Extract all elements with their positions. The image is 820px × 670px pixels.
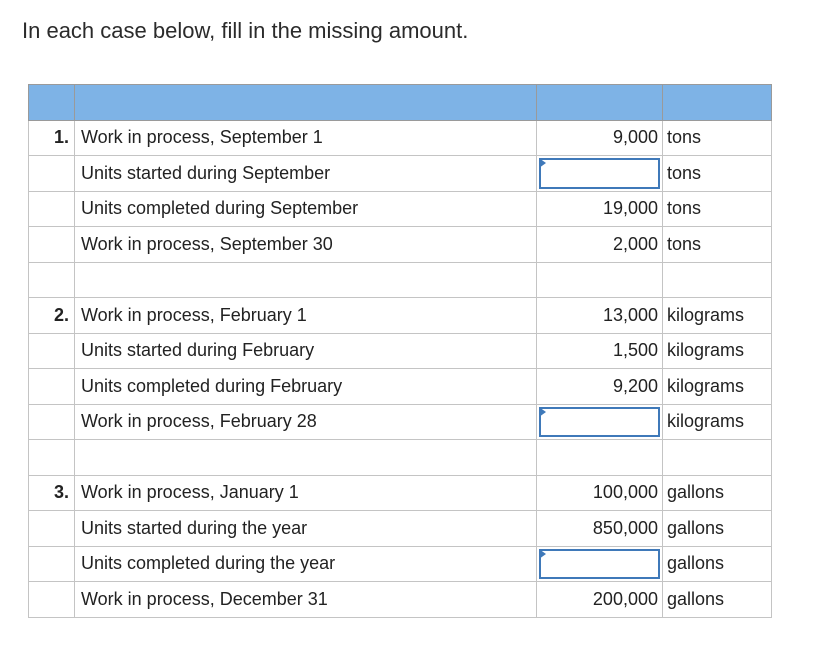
row-unit: gallons [663,582,772,618]
case-number: 2. [29,298,75,334]
row-unit: kilograms [663,404,772,440]
table-header-row [29,85,772,121]
row-label: Work in process, January 1 [75,475,537,511]
table-row [29,333,772,369]
row-value: 2,000 [537,227,663,263]
case-number: 1. [29,120,75,156]
table-row [29,191,772,227]
table-row [29,120,772,156]
missing-amount-table [28,84,772,618]
table-row [29,582,772,618]
table-row [29,298,772,334]
row-unit: gallons [663,511,772,547]
row-unit: kilograms [663,333,772,369]
row-value: 19,000 [537,191,663,227]
row-unit: gallons [663,475,772,511]
row-value: 13,000 [537,298,663,334]
table-row [29,511,772,547]
table-row [29,404,772,440]
spacer-row [29,262,772,298]
row-label: Work in process, September 30 [75,227,537,263]
row-value: 9,000 [537,120,663,156]
row-unit: tons [663,120,772,156]
row-value: 100,000 [537,475,663,511]
case-number: 3. [29,475,75,511]
row-label: Units completed during the year [75,546,537,582]
row-label: Units completed during February [75,369,537,405]
answer-input-case2-ending-wip[interactable] [539,407,660,438]
row-label: Work in process, February 1 [75,298,537,334]
row-label: Units completed during September [75,191,537,227]
row-value: 1,500 [537,333,663,369]
table-row [29,546,772,582]
row-label: Work in process, February 28 [75,404,537,440]
row-label: Work in process, September 1 [75,120,537,156]
row-label: Work in process, December 31 [75,582,537,618]
row-unit: tons [663,191,772,227]
row-value: 850,000 [537,511,663,547]
row-label: Units started during the year [75,511,537,547]
table-row [29,227,772,263]
answer-input-case1-units-started[interactable] [539,158,660,189]
table-row [29,475,772,511]
row-unit: gallons [663,546,772,582]
row-label: Units started during September [75,156,537,192]
spacer-row [29,440,772,476]
row-unit: kilograms [663,298,772,334]
row-value: 200,000 [537,582,663,618]
row-unit: kilograms [663,369,772,405]
row-unit: tons [663,156,772,192]
instructions-text: In each case below, fill in the missing amount. [22,18,469,43]
row-unit: tons [663,227,772,263]
table-row [29,156,772,192]
table-row [29,369,772,405]
answer-input-case3-units-completed[interactable] [539,549,660,580]
row-label: Units started during February [75,333,537,369]
row-value: 9,200 [537,369,663,405]
